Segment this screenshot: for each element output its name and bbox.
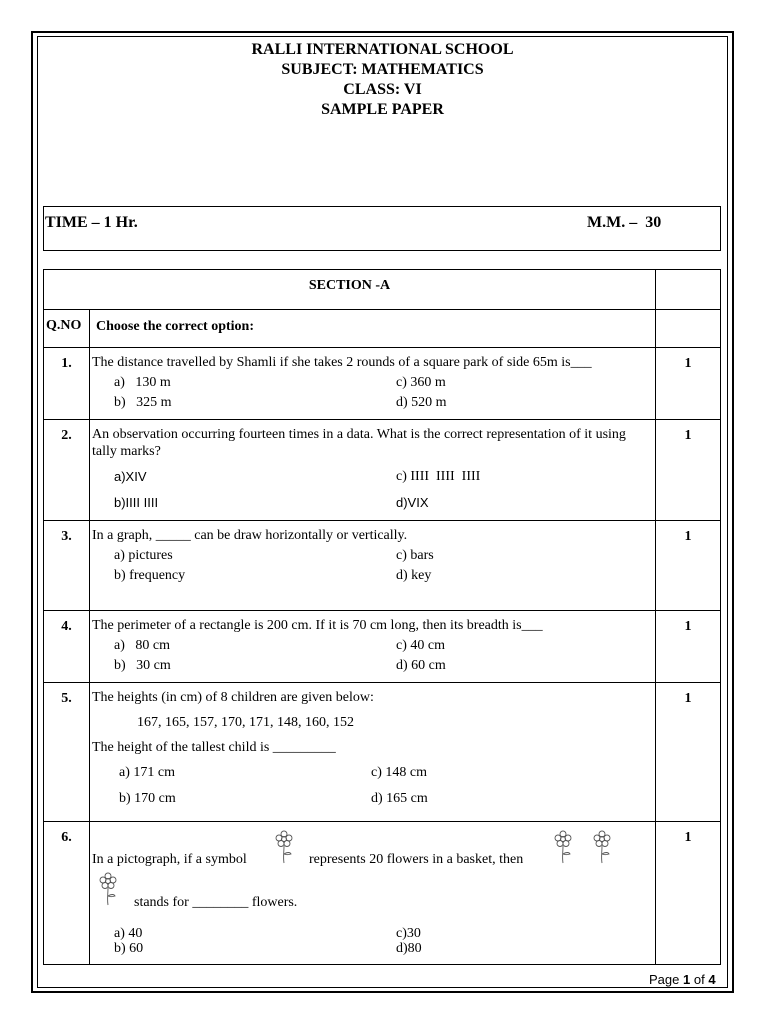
question-number: 1. [44, 348, 90, 420]
option-d: d) 165 cm [371, 791, 428, 806]
flower-icon [96, 872, 120, 906]
question-number: 4. [44, 611, 90, 683]
question-body [90, 611, 656, 683]
question-row [44, 611, 721, 683]
marks: 1 [656, 611, 721, 683]
option-c: c) 148 cm [371, 765, 427, 780]
questions-table [43, 269, 721, 965]
question-text: The distance travelled by Shamli if she takes 2 rounds of a square park of side 65m is___ [92, 355, 592, 370]
option-a: a) pictures [114, 548, 173, 563]
marks: 1 [656, 521, 721, 611]
option-b: b) frequency [114, 568, 186, 583]
marks: 1 [656, 420, 721, 521]
question-text-part3: stands for ________ flowers. [134, 895, 298, 910]
option-c: c) bars [396, 548, 434, 563]
section-title: SECTION -A [44, 270, 656, 310]
school-name: RALLI INTERNATIONAL SCHOOL [251, 41, 514, 58]
option-d: d) key [396, 568, 432, 583]
page-current: 1 [683, 972, 691, 987]
of-word: of [693, 972, 705, 987]
question-row [44, 822, 721, 965]
paper-type: SAMPLE PAPER [321, 101, 444, 118]
section-row [44, 270, 721, 310]
question-text: In a graph, _____ can be draw horizontally or vertically. [92, 528, 408, 543]
option-a: a) 80 cm [114, 638, 170, 653]
option-b: b) 60 [114, 941, 144, 956]
flower-icon [272, 830, 296, 864]
option-a: a) 171 cm [119, 765, 175, 780]
question-body [90, 348, 656, 420]
question-row [44, 348, 721, 420]
question-text-part2: represents 20 flowers in a basket, then [309, 852, 524, 867]
page-number [649, 972, 716, 987]
option-a: a) 130 m [114, 375, 171, 390]
time-marks-box [43, 206, 721, 251]
option-b: b) 325 m [114, 395, 172, 410]
option-b: b) 170 cm [119, 791, 176, 806]
option-c: c) 40 cm [396, 638, 445, 653]
question-text: The perimeter of a rectangle is 200 cm. If it is 70 cm long, then its breadth is___ [92, 618, 543, 633]
class-line: CLASS: VI [343, 81, 422, 98]
question-number: 5. [44, 683, 90, 822]
question-row [44, 521, 721, 611]
question-prompt: The height of the tallest child is _________ [92, 740, 336, 755]
subject-line: SUBJECT: MATHEMATICS [281, 61, 484, 78]
page-word: Page [649, 972, 680, 987]
options-grid [92, 373, 653, 413]
max-marks-label: M.M. – 30 [587, 214, 662, 231]
option-b: b) 30 cm [114, 658, 171, 673]
options-grid [92, 926, 654, 956]
page-total: 4 [708, 972, 716, 987]
time-label: TIME – 1 Hr. [45, 214, 138, 231]
marks: 1 [656, 348, 721, 420]
option-c: c)30 [396, 926, 421, 941]
question-body [90, 420, 656, 521]
option-c: c) IIII IIII IIII [396, 469, 481, 484]
question-body [90, 521, 656, 611]
question-text: An observation occurring fourteen times in a data. What is the correct representation of it using tally marks? [92, 427, 626, 459]
qno-header: Q.NO [44, 310, 90, 348]
instruction-row [44, 310, 721, 348]
question-number: 6. [44, 822, 90, 965]
options-grid [92, 546, 653, 586]
flower-icon [551, 830, 575, 864]
options-grid [92, 464, 653, 516]
question-body [90, 822, 656, 965]
marks: 1 [656, 822, 721, 965]
option-d: d) 520 m [396, 395, 447, 410]
question-text-part1: In a pictograph, if a symbol [92, 852, 247, 867]
paper-header [37, 40, 728, 120]
option-c: c) 360 m [396, 375, 446, 390]
options-grid [92, 760, 653, 812]
marks: 1 [656, 683, 721, 822]
options-grid [92, 636, 653, 676]
question-number: 2. [44, 420, 90, 521]
question-number: 3. [44, 521, 90, 611]
option-d: d)VIX [396, 495, 429, 510]
question-row [44, 420, 721, 521]
instruction-text: Choose the correct option: [90, 310, 656, 348]
data-values: 167, 165, 157, 170, 171, 148, 160, 152 [137, 715, 354, 730]
question-body [90, 683, 656, 822]
question-row [44, 683, 721, 822]
option-d: d) 60 cm [396, 658, 446, 673]
option-b: b)IIII IIII [114, 495, 159, 510]
option-d: d)80 [396, 941, 422, 956]
option-a: a) 40 [114, 926, 143, 941]
question-text: The heights (in cm) of 8 children are given below: [92, 690, 374, 705]
option-a: a)XIV [114, 469, 147, 484]
flower-icon [590, 830, 614, 864]
